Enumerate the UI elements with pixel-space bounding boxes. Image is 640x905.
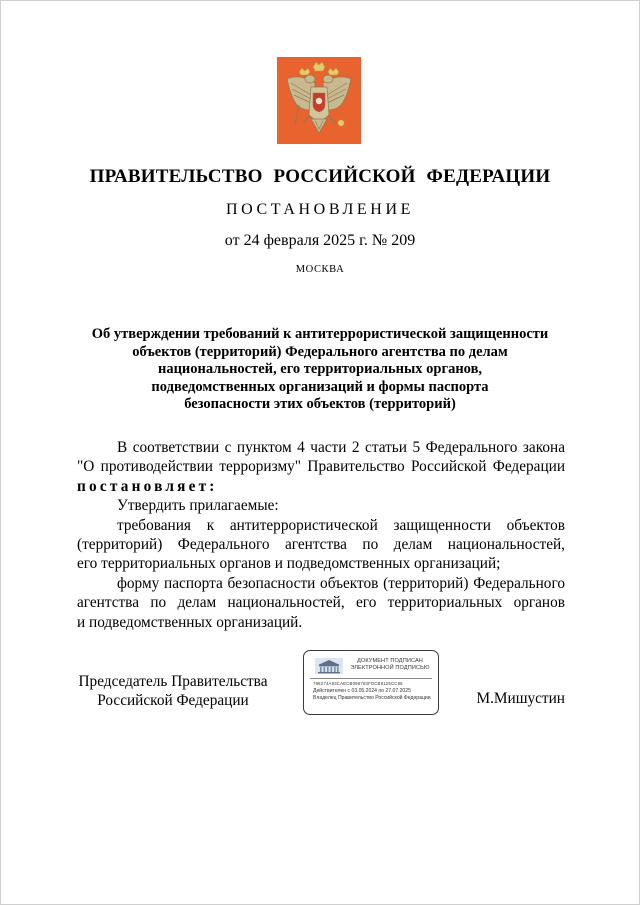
heading-line: объектов (территорий) Федерального агентства по делам bbox=[132, 343, 508, 360]
item1-line: требования к антитеррористической защищенности объектов bbox=[117, 516, 565, 534]
government-title: ПРАВИТЕЛЬСТВО РОССИЙСКОЙ ФЕДЕРАЦИИ bbox=[89, 166, 551, 187]
heading-line: Об утверждении требований к антитеррористической защищенности bbox=[91, 326, 549, 342]
intro-line: "О противодействии терроризму" Правительство Российской Федерации bbox=[77, 458, 565, 476]
item1-line: его территориальных органов и подведомственных организаций; bbox=[77, 555, 501, 573]
electronic-signature-stamp bbox=[303, 650, 439, 715]
position-line: Председатель Правительства bbox=[78, 673, 268, 690]
certificate-validity: Действителен с 03.05.2024 по 27.07.2025 bbox=[313, 688, 411, 694]
signatory-position bbox=[78, 672, 268, 711]
position-line: Российской Федерации bbox=[97, 692, 249, 710]
russian-coat-of-arms-icon bbox=[277, 57, 361, 144]
intro-line: В соответствии с пунктом 4 части 2 статьи 5 Федерального закона bbox=[117, 439, 565, 456]
item2-line: агентства по делам национальностей, его территориальных органов bbox=[77, 594, 565, 612]
heading-line: национальностей, его территориальных органов, bbox=[157, 361, 483, 378]
city: МОСКВА bbox=[295, 264, 345, 275]
stamp-title bbox=[344, 658, 436, 672]
resolves-word: постановляет: bbox=[77, 477, 218, 495]
document-date-number: от 24 февраля 2025 г. № 209 bbox=[224, 232, 416, 249]
item2-line: и подведомственных организаций. bbox=[77, 613, 303, 631]
item1-line: (территорий) Федерального агентства по делам национальностей, bbox=[77, 536, 565, 554]
stamp-title-line: ЭЛЕКТРОННОЙ ПОДПИСЬЮ bbox=[350, 665, 430, 671]
stamp-title-line: ДОКУМЕНТ ПОДПИСАН bbox=[357, 658, 423, 664]
certificate-owner: Владелец Правительство Российской Федерации bbox=[313, 695, 431, 701]
document-heading bbox=[80, 326, 560, 414]
signatory-name: М.Мишустин bbox=[476, 690, 565, 707]
document-type: ПОСТАНОВЛЕНИЕ bbox=[226, 201, 414, 218]
heading-line: подведомственных организаций и формы паспорта bbox=[151, 378, 489, 395]
certificate-serial: 788274A93CAECB096783FDCB8125CC86 bbox=[313, 681, 403, 686]
stamp-divider bbox=[310, 678, 432, 679]
item2-line: форму паспорта безопасности объектов (территорий) Федерального bbox=[117, 574, 565, 592]
government-building-icon bbox=[314, 657, 344, 675]
approve-line: Утвердить прилагаемые: bbox=[117, 497, 279, 515]
heading-line: безопасности этих объектов (территорий) bbox=[184, 396, 456, 413]
document-body bbox=[77, 438, 565, 632]
